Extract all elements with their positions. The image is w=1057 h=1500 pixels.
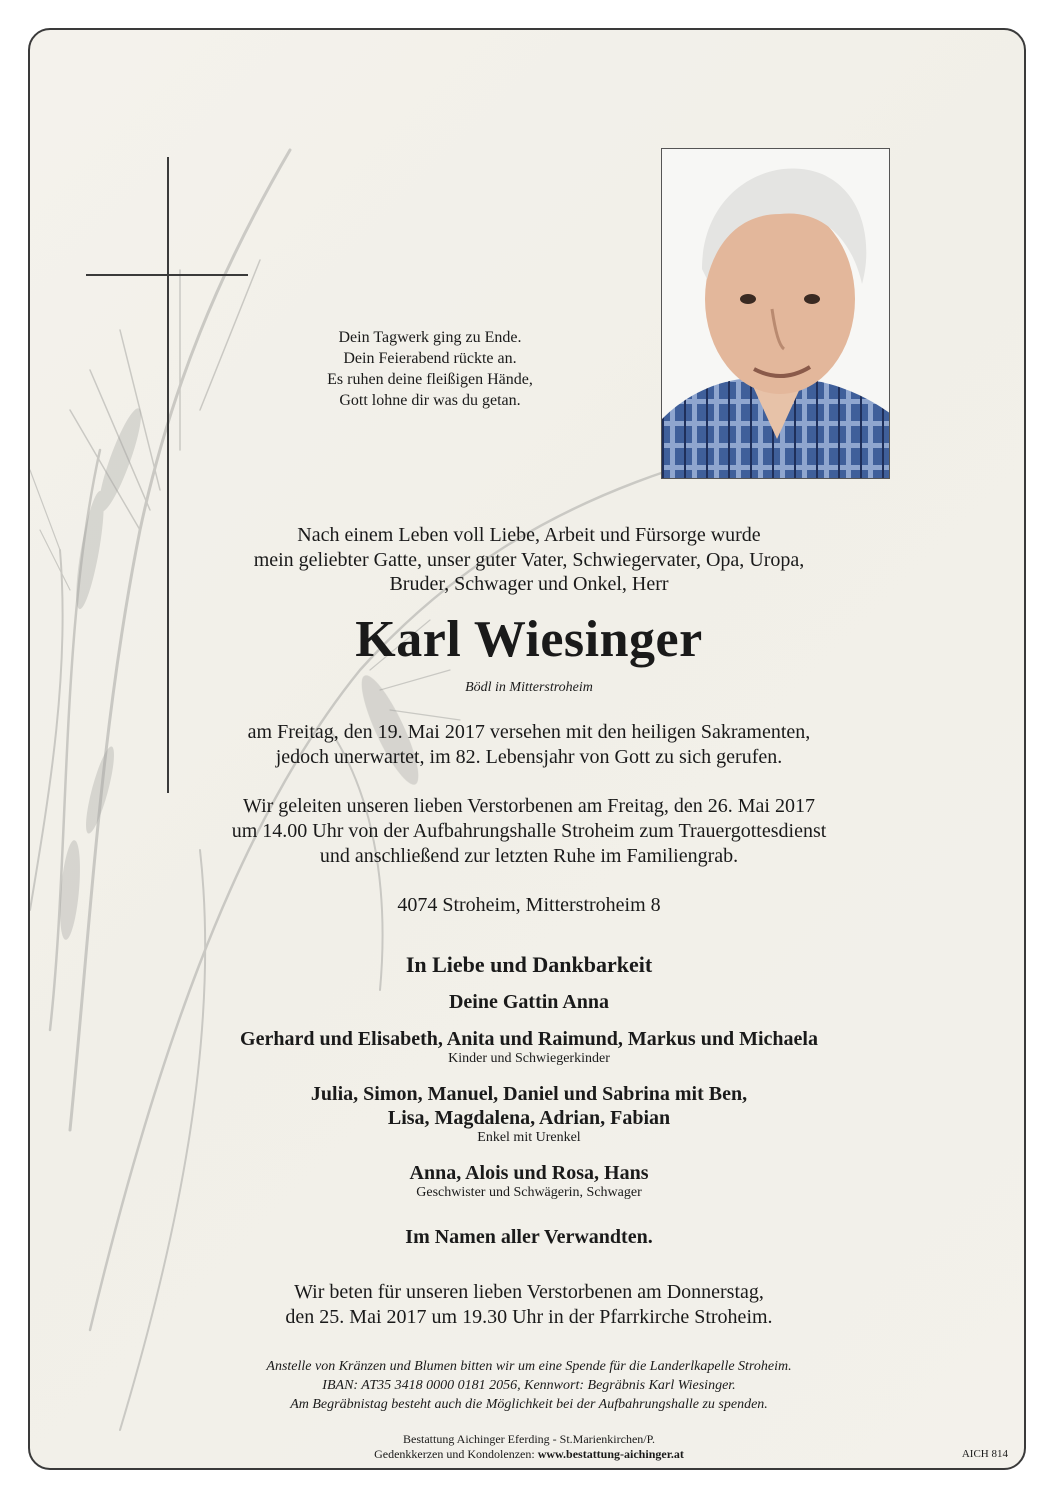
reference-code: AICH 814 (961, 1448, 1008, 1460)
funeral-home-name: Bestattung Aichinger Eferding - St.Marienkirchen/P. (403, 1432, 655, 1446)
death-notice (30, 720, 1026, 770)
verse-line: Gott lohne dir was du getan. (339, 392, 521, 409)
mourner-siblings-caption: Geschwister und Schwägerin, Schwager (416, 1185, 642, 1200)
verse-line: Es ruhen deine fleißigen Hände, (327, 371, 533, 388)
funeral-notice (30, 794, 1026, 869)
mass-line: den 25. Mai 2017 um 19.30 Uhr in der Pfarrkirche Stroheim. (285, 1306, 773, 1328)
donation-line: Am Begräbnistag besteht auch die Möglichkeit bei der Aufbahrungshalle zu spenden. (290, 1397, 768, 1412)
verse-line: Dein Tagwerk ging zu Ende. (338, 329, 522, 346)
intro-line: mein geliebter Gatte, unser guter Vater, Schwiegervater, Opa, Uropa, (253, 548, 805, 571)
cross-icon (167, 157, 169, 793)
mourner-grandchildren (30, 1082, 1026, 1130)
donation-notice (30, 1357, 1026, 1414)
intro-line: Nach einem Leben voll Liebe, Arbeit und Fürsorge wurde (297, 524, 761, 546)
funeral-line: Wir geleiten unseren lieben Verstorbenen am Freitag, den 26. Mai 2017 (243, 795, 815, 817)
mourner-spouse: Deine Gattin Anna (448, 991, 610, 1013)
condolence-label: Gedenkkerzen und Kondolenzen: (374, 1447, 538, 1461)
condolence-line (30, 1447, 1026, 1462)
mass-line: Wir beten für unseren lieben Verstorbenen am Donnerstag, (294, 1281, 764, 1303)
deceased-place: Bödl in Mitterstroheim (465, 680, 593, 695)
mourner-relatives: Im Namen aller Verwandten. (405, 1226, 653, 1248)
portrait-photo (661, 148, 890, 479)
donation-line: Anstelle von Kränzen und Blumen bitten wir um eine Spende für die Landerlkapelle Stroheim. (266, 1359, 792, 1374)
mourner-grandchildren-caption: Enkel mit Urenkel (477, 1130, 581, 1145)
condolence-link[interactable]: www.bestattung-aichinger.at (537, 1447, 684, 1461)
cross-icon-bar (86, 274, 248, 276)
funeral-home-footer (30, 1432, 1026, 1462)
mourner-children: Gerhard und Elisabeth, Anita und Raimund, Markus und Michaela (240, 1028, 818, 1050)
mourner-siblings: Anna, Alois und Rosa, Hans (409, 1162, 649, 1184)
verse-line: Dein Feierabend rückte an. (343, 350, 517, 367)
grandchildren-line: Lisa, Magdalena, Adrian, Fabian (387, 1107, 671, 1129)
mass-notice (30, 1280, 1026, 1330)
death-line: am Freitag, den 19. Mai 2017 versehen mit den heiligen Sakramenten, (247, 721, 811, 743)
grandchildren-line: Julia, Simon, Manuel, Daniel und Sabrina mit Ben, (310, 1083, 748, 1105)
address: 4074 Stroheim, Mitterstroheim 8 (397, 894, 661, 916)
intro-line: Bruder, Schwager und Onkel, Herr (389, 573, 669, 595)
mourner-children-caption: Kinder und Schwiegerkinder (448, 1051, 610, 1066)
funeral-line: um 14.00 Uhr von der Aufbahrungshalle Stroheim zum Trauergottesdienst (231, 820, 827, 842)
memorial-verse (280, 327, 580, 411)
intro-text (30, 523, 1026, 597)
deceased-name: Karl Wiesinger (355, 611, 703, 668)
mourners-heading: In Liebe und Dankbarkeit (405, 952, 653, 977)
funeral-line: und anschließend zur letzten Ruhe im Familiengrab. (319, 845, 739, 867)
donation-line: IBAN: AT35 3418 0000 0181 2056, Kennwort: Begräbnis Karl Wiesinger. (322, 1378, 736, 1393)
obituary-card (28, 28, 1026, 1470)
death-line: jedoch unerwartet, im 82. Lebensjahr von Gott zu sich gerufen. (275, 746, 783, 768)
